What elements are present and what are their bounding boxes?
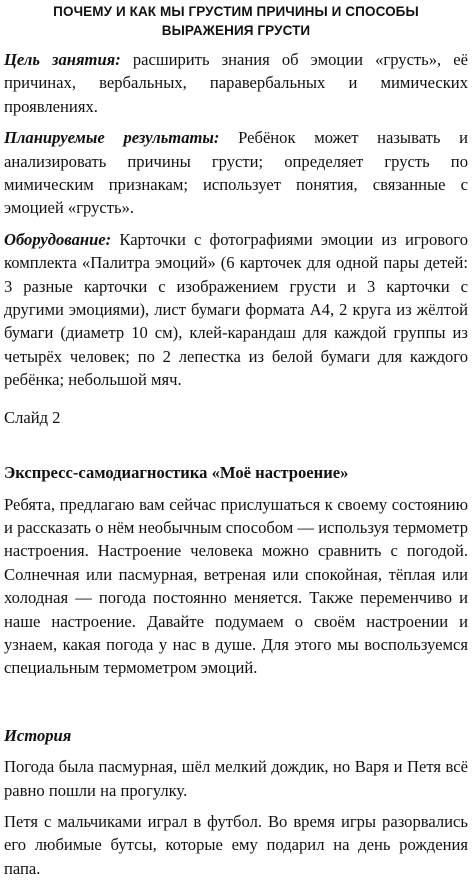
results-paragraph: [4, 126, 468, 220]
results-text: Ребёнок может называть и анализировать причины грусти; определяет грусть по мимическим признакам; использует понятия, связанные с эмоцией «грусть».: [4, 128, 468, 218]
story-paragraph-1: Погода была пасмурная, шёл мелкий дождик, но Варя и Петя всё равно пошли на прогулку.: [4, 757, 468, 800]
results-label: Планируемые результаты:: [4, 128, 220, 148]
goal-label: Цель занятия:: [4, 50, 121, 69]
story-heading: История: [4, 725, 72, 745]
equipment-paragraph: [4, 228, 468, 392]
express-heading: Экспресс-самодиагностика «Моё настроение»: [4, 463, 349, 483]
goal-paragraph: [4, 48, 468, 118]
document-title: [4, 0, 468, 40]
equipment-text: Карточки с фотографиями эмоции из игрового комплекта «Палитра эмоций» (6 карточек для одной пары детей: 3 разные карточки с изображением грусти и 3 карточки с другими эмоциями), лист бумаги формата А4, 2 круга из жёлтой бумаги (диаметр 10 см), клей-карандаш для каждой группы из четырёх человек; по 2 лепестка из белой бумаги для каждого ребёнка; небольшой мяч.: [4, 229, 468, 390]
express-paragraph: Ребята, предлагаю вам сейчас прислушаться к своему состоянию и рассказать о нём необычным способом — используя термометр настроения. Настроение человека можно сравнить с погодой. Солнечная или пасмурная, ветреная или спокойная, тёплая или холодная — погода постоянно меняется. Также переменчиво и наше настроение. Давайте подумаем о своём настроении и узнаем, какая погода у нас в душе. Для этого мы воспользуемся специальным термометром эмоций.: [4, 494, 468, 678]
title-line-1: ПОЧЕМУ И КАК МЫ ГРУСТИМ ПРИЧИНЫ И СПОСОБЫ: [53, 4, 419, 19]
title-line-2: ВЫРАЖЕНИЯ ГРУСТИ: [161, 23, 311, 38]
slide-label: Слайд 2: [4, 407, 61, 427]
goal-text: расширить знания об эмоции «грусть», её причинах, вербальных, паравербальных и мимических проявлениях.: [4, 50, 468, 116]
story-paragraph-2: Петя с мальчиками играл в футбол. Во время игры разорвались его любимые бутсы, которые ему подарил на день рождения папа.: [4, 811, 468, 878]
equipment-label: Оборудование:: [4, 229, 112, 249]
